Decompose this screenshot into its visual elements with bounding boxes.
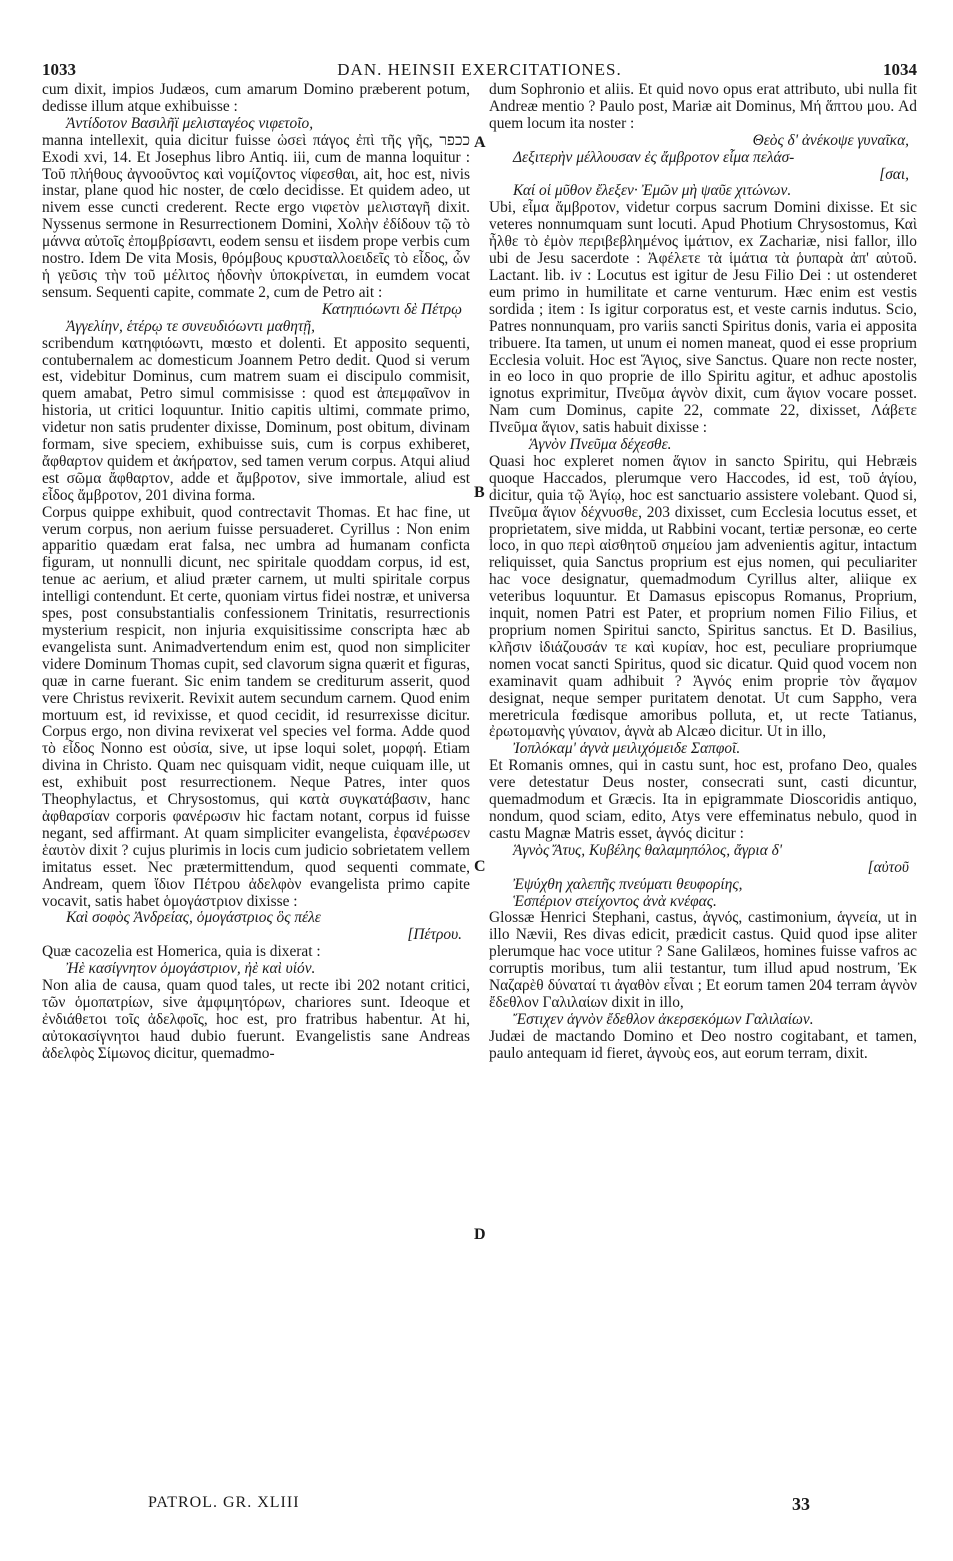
greek-verse: Ἁγνὸς Ἄτυς, Κυβέλης θαλαμηπόλος, ἄγρια δ' [513, 841, 783, 859]
greek-verse: Ἰοπλόκαμ' ἁγνὰ μειλιχόμειδε Σαπφοῖ. [513, 740, 741, 758]
paragraph: cum dixit, impios Judæos, cum amarum Domino præberent potum, dedisse illum atque exhibuisse : [42, 81, 470, 115]
greek-verse: Ἐψύχθη χαλεπῆς πνεύματι θευφορίης, [513, 875, 743, 893]
greek-verse: Δεξιτερὴν μέλλουσαν ἐς ἄμβροτον εἷμα πελάσ- [513, 148, 795, 166]
paragraph: Et Romanis omnes, qui in castu sunt, hoc est, profano Deo, quales vere detestatur Deus noster, consecrati sunt, casti dicuntur, quemadmodum et Græcis. Ita in epigrammate Dioscoridis antiquo, nondum, quod sciam, edito, Atys vere effeminatus nebulo, quod in castu Magnæ Matris esset, ἁγνός dicitur : [489, 757, 917, 842]
greek-verse: Θεὸς δ' ἀνέκοψε γυναῖκα, [752, 131, 909, 149]
greek-verse: Ἀντίδοτον Βασιλῆϊ μελισταγέος νιφετοῖο, [66, 114, 314, 132]
paragraph: scribendum κατηφιόωντι, mœsto et dolenti. Et apposito sequenti, contubernalem ac domesticum Joannem Petro dedit. Quod si verum est, videbitur Dominus, cum matrem suam ei discipulo commisit, quem amabat, Petro simul commisisse : quod est ἀπεμφαῖνον in historia, ut critici loquuntur. Initio capitis ultimi, commate primo, videtur non satis prudenter dixisse, Dominum, post obitum, divinam formam, sive speciem, exhibuisse suis, cum is corpus exhiberet, ἄφθαρτον quidem et ἀκήρατον, sed tamen verum corpus. Atqui aliud est σῶμα ἄφθαρτον, adde et ἄμβροτον, sive immortale, aliud est εἶδος ἄμβροτον, 201 divina forma. [42, 334, 470, 504]
margin-marker-c: C [474, 858, 486, 875]
paragraph: Glossæ Henrici Stephani, castus, ἁγνός, castimonium, ἁγνεία, ut in illo Nævii, Res divas edicit, prædicit castus. Quid quod ipse aliter plerumque hac voce utitur ? Sane Galilæos, homines fuisse vafros ac corruptis moribus, tum alii testantur, tum illud apud nostrum, Ἐκ Ναζαρὲθ δύναταί τι ἀγαθὸν εἶναι ; Et eorum tamen 204 terram ἁγνὸν ἔδεθλον Γαλιλαίων dixit in illo, [489, 909, 917, 1011]
greek-verse: Ἠὲ κασίγνητον ὁμογάστριον, ἠὲ καὶ υἱόν. [66, 960, 316, 978]
margin-marker-a: A [474, 134, 486, 151]
paragraph: Quasi hoc expleret nomen ἅγιον in sancto Spiritu, qui Hebræis quoque Haccados, plerumque vero Haccodes, id est, τοῦ ἁγίου, dicitur, quia τῷ Ἁγίῳ, hoc est sanctuario assistere volebant. Quod si, Πνεῦμα ἅγιον δέχνυσθε, 203 dixisset, cum Ecclesia locutus esset, et proprietatem, sive midda, ut Rabbini vocant, tertiæ personæ, eo certe loco, in quo περὶ αἰσθητοῦ σημείου jam advenientis agitur, intactum reliquisset, quia Sanctus proprium est ejus nomen, qui peculiariter hac voce designatur, quemadmodum Cyrillus alter, aliique ex veteribus loquuntur. Et Damasus episcopus Romanus, Proprium, inquit, nomen Patri est Pater, et proprium nomen Filio Filius, et proprium nomen Spiritui sancto, Spiritus sanctus. Et D. Basilius, κλῆσιν ἰδιάζουσάν τε καὶ κυρίαν, hoc est, peculiare propriumque nomen vocat sancti Spiritus, quod sic dicatur. Quid quod vocem non examinavit quam adhibuit ? Ἁγνός enim proprie τὸν ἄγαμον designat, neque semper puritatem denotat. Ut cum Sappho, vera meretricula fœdisque amoribus polluta, et, ut recte Tatianus, ἐρωτομανὴς γύναιον, ἁγνὰ ab Alcæo dicitur. Ut in illo, [489, 452, 917, 741]
margin-marker-b: B [474, 484, 485, 501]
greek-verse-continuation: [σαι, [879, 165, 909, 183]
right-column [489, 82, 917, 1063]
paragraph: manna intellexit, quia dicitur fuisse ὡσεὶ πάγος ἐπὶ τῆς γῆς, ככפר Exodi xvi, 14. Et Josephus libro Antiq. iii, cum de manna loquitur : Τοῦ πλήθους ἀγνοοῦντος καὶ νομίζοντος νίφεσθαι, ait, hoc est, nivis instar, plane quod hic noster, de cœlo decidisse. Et quidem adeo, ut nivem esse cuncti crederent. Recte ergo νιφετὸν μελισταγῆ dixit. Nyssenus sermone in Resurrectionem Domini, Χολὴν ἐδίδουν τῷ τὸ μάννα αὐτοῖς ἐπομβρίσαντι, eodem sensu et iisdem prope verbis cum nostro. Idem De vita Mosis, θρόμβους κρυσταλλοειδεῖς τὸ εἶδος, ὧν ἡ γεῦσις τὴν τοῦ μέλιτος ἡδονὴν ὑποκρίνεται, in eumdem vocat sensum. Sequenti capite, commate 2, cum de Petro ait : [42, 131, 470, 301]
paragraph: Ubi, εἷμα ἄμβροτον, videtur corpus sacrum Domini dixisse. Et sic veteres nonnumquam sunt locuti. Apud Photium Chrysostomus, Καὶ ἦλθε τὸ ἐμὸν περιβεβλημένος ἱμάτιον, ex Zachariæ, nisi fallor, illo ubi de Jesu sacerdote : Ἀφέλετε τὰ ἱμάτια τὰ ῥυπαρὰ ἀπ' αὐτοῦ. Lactant. lib. iv : Locutus est igitur de Jesu Filio Dei : ut ostenderet eum primo in humilitate et carne venturum. Hæc enim est vestis sordida ; item : Is igitur corporatus est, et veste carnis indutus. Scio, Patres nonnunquam, pro variis sancti Spiritus donis, varia ei apposita tribuere. Ita tamen, ut unum ei nomen maneat, quod ei esse proprium Ecclesia voluit. Hoc est Ἅγιος, sive Sanctus. Quare non recte noster, in eo loco in quo proprie de illo Spiritu agitur, et adhuc apostolis ignotus exprimitur, Πνεῦμα ἁγνὸν dixit, cum ἅγιον vocare posset. Nam cum Dominus, capite 22, commate 22, dixisset, Λάβετε Πνεῦμα ἅγιον, satis habuit dixisse : [489, 199, 917, 437]
paragraph: Non alia de causa, quam quod tales, ut recte ibi 202 notant critici, τῶν ὁμοπατρίων, sive ἀμφιμητόρων, chariores sunt. Ideoque et ἐνδιάθετοι τοῖς ἀδελφοῖς, hoc est, pro fratribus habentur. At hi, αὐτοκασίγνητοι haud dubio fuerunt. Evangelistis sane Andreas ἀδελφὸς Σίμωνος dicitur, quemadmo- [42, 977, 470, 1062]
greek-verse: Ἀγγελίην, ἑτέρῳ τε συνευδιόωντι μαθητῇ, [66, 317, 315, 335]
greek-verse: Καί οἱ μῦθον ἔλεξεν· Ἐμῶν μὴ ψαῦε χιτώνων. [513, 182, 792, 200]
paragraph: Judæi de mactando Domino et Deo nostro cogitabant, et tamen, paulo antequam id fieret, ἁγνοὺς eos, aut eorum terram, dixit. [489, 1027, 917, 1062]
greek-verse: Κατηπιόωντι δὲ Πέτρῳ [321, 300, 462, 318]
page-header [42, 48, 917, 82]
greek-verse-continuation: [Πέτρου. [407, 926, 462, 944]
volume-signature: PATROL. GR. XLIII [148, 1494, 300, 1511]
left-column [42, 82, 470, 1063]
sheet-number: 33 [792, 1494, 810, 1514]
paragraph: Corpus quippe exhibuit, quod contrectavit Thomas. Et hac fine, ut verum corpus, non aerium fuisse persuaderet. Cyrillus : Non enim apparitio quædam erat falsa, nec umbra ad humanam conficta figuram, ut nonnulli dicunt, nec spiritale quoddam corpus, id est, tenue ac aerium, et aliud præter carnem, ut multi spiritale corpus intelligi contendunt. Et certe, quoniam virtus fidei nostræ, et universa spes, post consubstantialis confessionem Trinitatis, resurrectionis mysterium respicit, non injuria exquisitissime conscripta hæc ab evangelista sunt. Animadvertendum enim est, quod non simpliciter videre Dominum Thomas cupit, sed clavorum signa quærit et figuras, quæ in carne fuerant. Sic enim tandem se crediturum asserit, quod vere Christus revixerit. Revixit autem secundum carnem. Quod enim mortuum est, id revixisse, et quod cecidit, id resurrexisse dicitur. Corpus ergo, non divina revixerat vel species vel forma. Adde quod τὸ εἶδος Nonno est οὐσία, sive, ut ipse loqui solet, μορφή. Etiam divina in Christo. Quam nec quisquam vidit, neque cuiquam ille, ut est, exhibuit post resurrectionem. Neque Patres, inter quos Theophylactus, et Chrysostomus, qui κατὰ συγκατάβασιν, hanc ἀφθαρσίαν corporis φανέρωσιν hic factam notant, corpus id fuisse negant, sed affirmant. At quam simpliciter evangelista, ἐφανέρωσεν ἑαυτὸν dixit ? cujus plurimis in locis cum judicio sobrietatem vellem imitatus esset. Nec prætermittendum, quod sequenti commate, Andream, quem ἴδιον Πέτρου ἀδελφὸν evangelista primo capite vocavit, satis habet ὁμογάστριον dixisse : [42, 503, 470, 910]
text-columns [42, 81, 917, 1243]
margin-marker-d: D [474, 1226, 486, 1243]
greek-verse-continuation: [αὐτοῦ [867, 858, 909, 876]
left-column-number: 1033 [42, 60, 76, 79]
greek-verse: Ἁγνὸν Πνεῦμα δέχεσθε. [529, 436, 672, 454]
running-title: DAN. HEINSII EXERCITATIONES. [337, 60, 622, 79]
paragraph: dum Sophronio et aliis. Et quid novo opus erat attributo, ubi nulla fit Andreæ mentio ? Paulo post, Mariæ ait Dominus, Μή ἅπτου μου. Ad quem locum ita noster : [489, 81, 917, 132]
paragraph: Quæ cacozelia est Homerica, quia is dixerat : [42, 943, 321, 961]
greek-verse: Ἑσπέριον στείχοντος ἀνὰ κνέφας. [513, 892, 717, 910]
greek-verse: Ἔστιχεν ἁγνὸν ἔδεθλον ἀκερσεκόμων Γαλιλαίων. [513, 1010, 814, 1028]
greek-verse: Καὶ σοφὸς Ἀνδρείας, ὁμογάστριος ὃς πέλε [66, 909, 321, 927]
right-column-number: 1034 [883, 60, 917, 79]
